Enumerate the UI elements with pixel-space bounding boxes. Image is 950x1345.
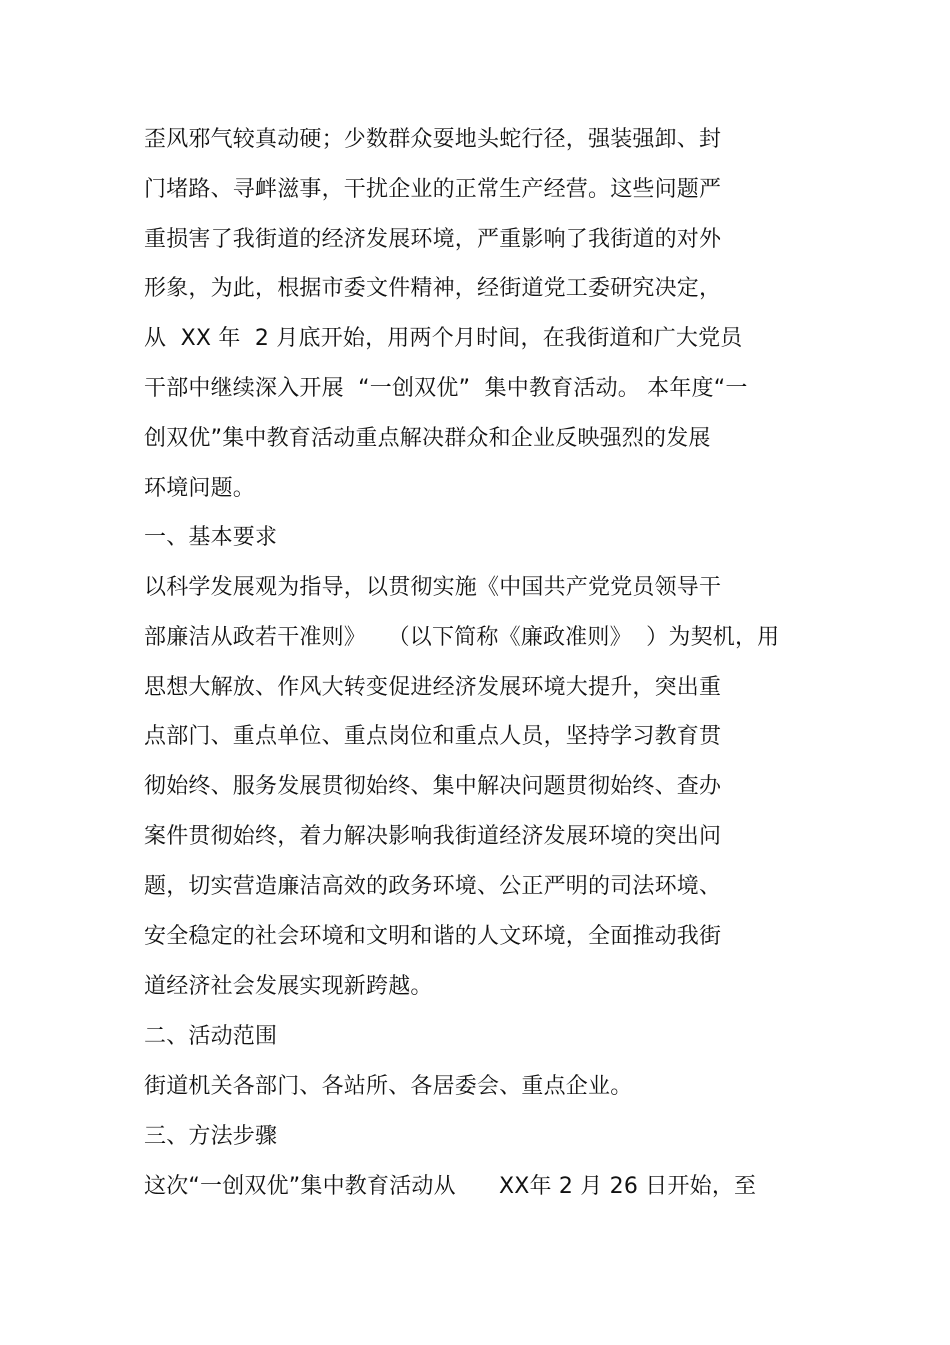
text-line: 题，切实营造廉洁高效的政务环境、公正严明的司法环境、 bbox=[144, 874, 722, 899]
text-line: 彻始终、服务发展贯彻始终、集中解决问题贯彻始终、查办 bbox=[144, 774, 722, 799]
text-line: 部廉洁从政若干准则》 （以下简称《廉政准则》 ）为契机，用 bbox=[144, 625, 780, 650]
text-line: 干部中继续深入开展 “一创双优” 集中教育活动。 本年度“一 bbox=[144, 376, 748, 401]
text-line: 这次“一创双优”集中教育活动从 XX年 2 月 26 日开始，至 bbox=[144, 1174, 757, 1199]
section-heading: 一、基本要求 bbox=[144, 525, 278, 550]
text-line: 环境问题。 bbox=[144, 476, 256, 501]
text-line: 从 XX 年 2 月底开始，用两个月时间，在我街道和广大党员 bbox=[144, 326, 743, 351]
text-line: 安全稳定的社会环境和文明和谐的人文环境，全面推动我街 bbox=[144, 924, 722, 949]
section-heading: 二、活动范围 bbox=[144, 1024, 278, 1049]
text-line: 门堵路、寻衅滋事，干扰企业的正常生产经营。这些问题严 bbox=[144, 177, 722, 202]
text-line: 案件贯彻始终，着力解决影响我街道经济发展环境的突出问 bbox=[144, 824, 722, 849]
text-line: 街道机关各部门、各站所、各居委会、重点企业。 bbox=[144, 1074, 633, 1099]
text-line: 思想大解放、作风大转变促进经济发展环境大提升，突出重 bbox=[144, 675, 722, 700]
section-heading: 三、方法步骤 bbox=[144, 1124, 278, 1149]
text-line: 形象，为此，根据市委文件精神，经街道党工委研究决定， bbox=[144, 276, 722, 301]
text-line: 道经济社会发展实现新跨越。 bbox=[144, 974, 433, 999]
text-line: 歪风邪气较真动硬；少数群众耍地头蛇行径，强装强卸、封 bbox=[144, 127, 722, 152]
text-line: 点部门、重点单位、重点岗位和重点人员，坚持学习教育贯 bbox=[144, 724, 722, 749]
text-line: 创双优”集中教育活动重点解决群众和企业反映强烈的发展 bbox=[144, 426, 711, 451]
text-line: 重损害了我街道的经济发展环境，严重影响了我街道的对外 bbox=[144, 227, 722, 252]
text-line: 以科学发展观为指导，以贯彻实施《中国共产党党员领导干 bbox=[144, 575, 722, 600]
